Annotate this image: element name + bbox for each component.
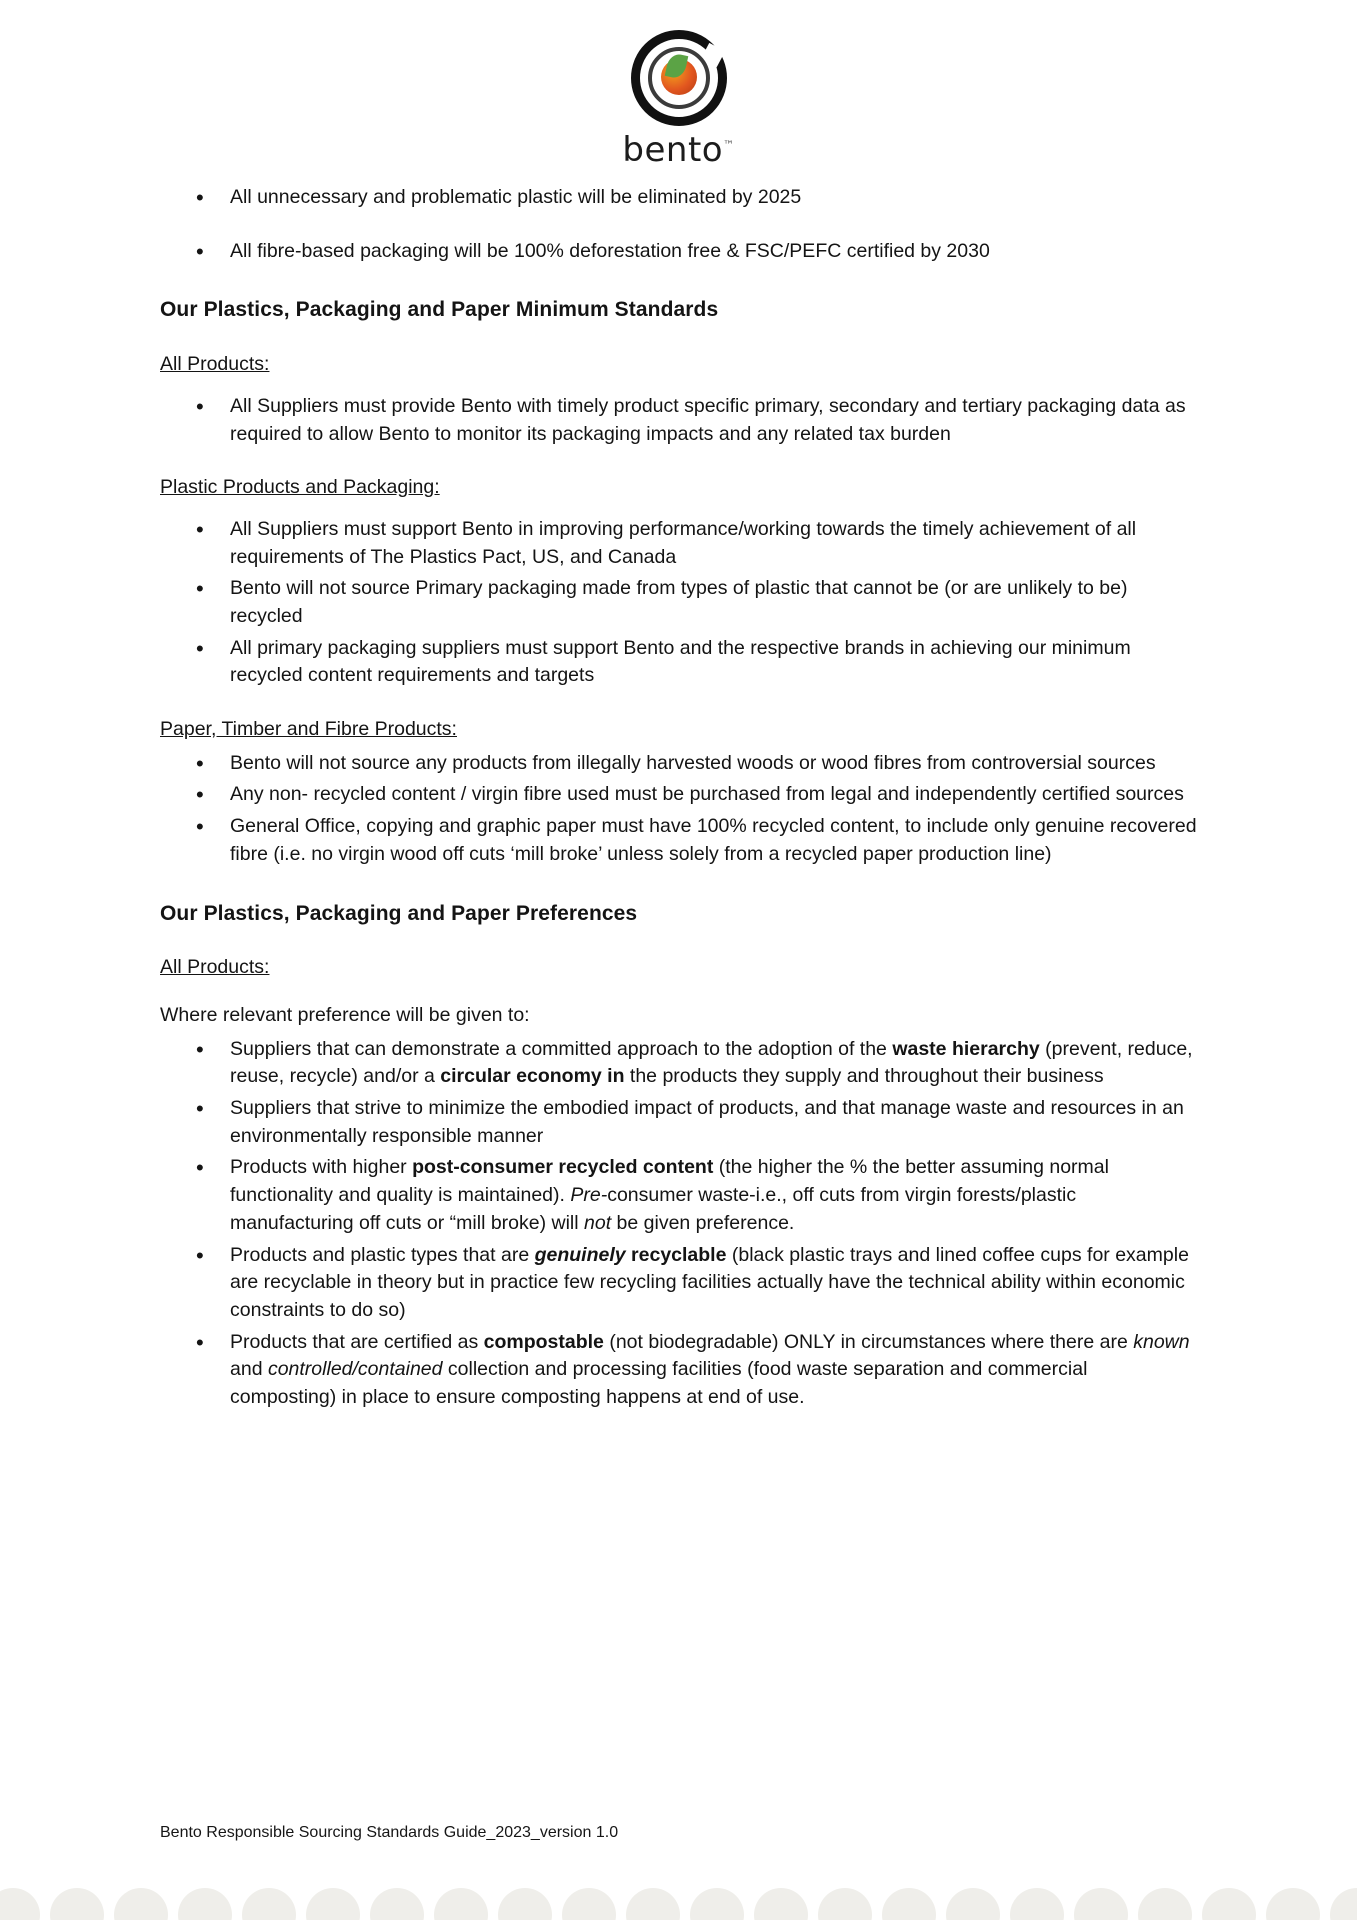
list-item: • Any non- recycled content / virgin fibre used must be purchased from legal and independently certified sources	[160, 781, 1197, 809]
decorative-bottom-band	[0, 1876, 1357, 1920]
logo-wordmark	[622, 130, 734, 170]
bento-logo	[620, 30, 738, 170]
paper-timber-fibre-list	[160, 750, 1197, 869]
plastic-products-list	[160, 516, 1197, 690]
document-content	[0, 184, 1357, 1412]
top-bullet-list	[160, 184, 1197, 265]
bento-circle-icon	[631, 30, 727, 126]
section-heading-standards: Our Plastics, Packaging and Paper Minimum Standards	[160, 298, 719, 322]
subheading-all-products-preferences: All Products:	[160, 956, 270, 979]
list-item: • All Suppliers must provide Bento with timely product specific primary, secondary and tertiary packaging data as required to allow Bento to monitor its packaging impacts and any related tax burden	[160, 393, 1197, 448]
standards-all-products-list	[160, 393, 1197, 448]
list-item: • General Office, copying and graphic paper must have 100% recycled content, to include only genuine recovered fibre (i.e. no virgin wood off cuts ‘mill broke’ unless solely from a recycled paper production line)	[160, 813, 1197, 868]
list-item: • All primary packaging suppliers must support Bento and the respective brands in achieving our minimum recycled content requirements and targets	[160, 635, 1197, 690]
list-item: • Suppliers that strive to minimize the embodied impact of products, and that manage waste and resources in an environmentally responsible manner	[160, 1095, 1197, 1150]
list-item: • Products that are certified as compostable (not biodegradable) ONLY in circumstances where there are known and controlled/contained collection and processing facilities (food waste separation and commercial composting) in place to ensure composting happens at end of use.	[160, 1329, 1197, 1412]
subheading-all-products-standards: All Products:	[160, 353, 270, 376]
footer-text: Bento Responsible Sourcing Standards Guide_2023_version 1.0	[160, 1824, 619, 1841]
list-item: • Bento will not source Primary packaging made from types of plastic that cannot be (or are unlikely to be) recycled	[160, 575, 1197, 630]
logo-wordmark-text: bento	[622, 130, 724, 170]
list-item: • Bento will not source any products from illegally harvested woods or wood fibres from controversial sources	[160, 750, 1197, 778]
logo-trademark: ™	[723, 138, 735, 152]
section-heading-preferences: Our Plastics, Packaging and Paper Preferences	[160, 901, 638, 925]
subheading-plastic-products: Plastic Products and Packaging:	[160, 476, 440, 499]
list-item: • All Suppliers must support Bento in improving performance/working towards the timely achievement of all requirements of The Plastics Pact, US, and Canada	[160, 516, 1197, 571]
list-item: • Products and plastic types that are genuinely recyclable (black plastic trays and lined coffee cups for example are recyclable in theory but in practice few recycling facilities actually have the technical ability within economic constraints to do so)	[160, 1242, 1197, 1325]
list-item: • All unnecessary and problematic plastic will be eliminated by 2025	[160, 184, 1197, 212]
logo-block	[0, 0, 1357, 170]
list-item: • Products with higher post-consumer recycled content (the higher the % the better assuming normal functionality and quality is maintained). Pre-consumer waste-i.e., off cuts from virgin forests/plastic manufacturing off cuts or “mill broke) will not be given preference.	[160, 1154, 1197, 1237]
subheading-paper-timber-fibre: Paper, Timber and Fibre Products:	[160, 718, 457, 741]
preferences-intro: Where relevant preference will be given to:	[160, 1004, 530, 1026]
list-item: • Suppliers that can demonstrate a committed approach to the adoption of the waste hierarchy (prevent, reduce, reuse, recycle) and/or a circular economy in the products they supply and throughout their business	[160, 1036, 1197, 1091]
preferences-list	[160, 1036, 1197, 1412]
list-item: • All fibre-based packaging will be 100% deforestation free & FSC/PEFC certified by 2030	[160, 238, 1197, 266]
